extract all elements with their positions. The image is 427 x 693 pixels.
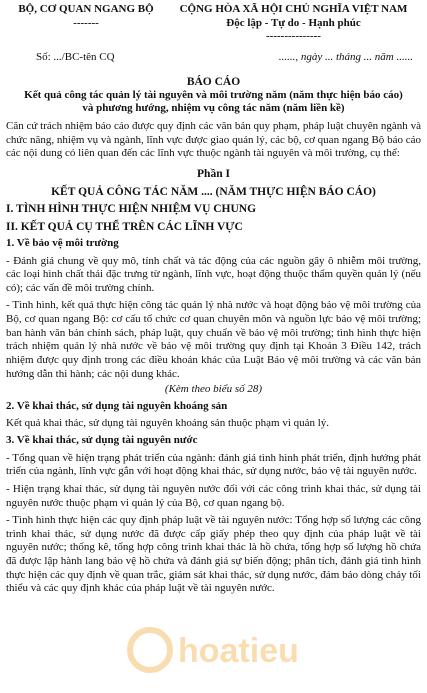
subsection-1-paragraph-1: - Đánh giá chung về quy mô, tính chất và tác động của các nguồn gây ô nhiễm môi trường, các loại hình chất thải đặc trưng từ ngành, lĩnh vực, hoạt động thuộc thẩm quyền quản lý (nếu có); các vấn đề môi trường chính. bbox=[6, 254, 421, 294]
subsection-3-paragraph-1: - Tổng quan về hiện trạng phát triển của ngành: đánh giá tình hình phát triển, định hướng phát triển của ngành, lĩnh vực gắn với hoạt động khai thác, sử dụng nước, bảo vệ tài nguyên nước. bbox=[6, 451, 421, 478]
subsection-2-heading: 2. Về khai thác, sử dụng tài nguyên khoáng sản bbox=[6, 399, 228, 412]
intro-paragraph: Căn cứ trách nhiệm báo cáo được quy định các văn bản quy phạm, pháp luật chuyên ngành và chức năng, nhiệm vụ và ngành, lĩnh vực được giao quản lý, các bộ, cơ quan ngang Bộ báo cáo các nội dung có liên quan đến các lĩnh vực thuộc ngành tài nguyên và môi trường, cụ thể: bbox=[6, 120, 421, 160]
subsection-1-paragraph-2: - Tình hình, kết quả thực hiện công tác quản lý nhà nước và hoạt động bảo vệ môi trường của Bộ, cơ quan ngang Bộ: cơ cấu tổ chức cơ quan chuyên môn và nguồn lực bảo vệ môi trường; ban hành văn bản chính sách, pháp luật, quy chuẩn về bảo vệ môi trường; tình hình thực hiện trách nhiệm quản lý nhà nước về bảo vệ môi trường quy định tại Khoản 3 Điều 142, trách nhiệm được quy định trong các điều khoản khác của Luật Bảo vệ môi trường và các văn bản hướng dẫn thi hành; các nội dung khác. bbox=[6, 299, 421, 380]
part-heading: KẾT QUẢ CÔNG TÁC NĂM .... (NĂM THỰC HIỆN BÁO CÁO) bbox=[51, 186, 376, 199]
svg-text:hoatieu: hoatieu bbox=[178, 632, 299, 670]
agency-name: BỘ, CƠ QUAN NGANG BỘ bbox=[18, 3, 154, 15]
section-ii-heading: II. KẾT QUẢ CỤ THỂ TRÊN CÁC LĨNH VỰC bbox=[6, 220, 243, 233]
document-header bbox=[6, 3, 421, 44]
section-i-heading: I. TÌNH HÌNH THỰC HIỆN NHIỆM VỤ CHUNG bbox=[6, 203, 257, 216]
document-date: ......, ngày ... tháng ... năm ...... bbox=[278, 50, 413, 63]
part-title: Phần I bbox=[197, 167, 230, 180]
national-motto-block bbox=[166, 3, 421, 44]
agency-block bbox=[6, 3, 166, 44]
subsection-3-paragraph-2: - Hiện trạng khai thác, sử dụng tài nguyên nước đối với các công trình khai thác, sử dụng tài nguyên nước thuộc phạm vi quản lý của Bộ, cơ quan ngang bộ. bbox=[6, 482, 421, 509]
report-title: BÁO CÁO bbox=[186, 75, 241, 88]
country-name: CỘNG HÒA XÃ HỘI CHỦ NGHĨA VIỆT NAM bbox=[179, 3, 408, 15]
subsection-3-paragraph-3: - Tình hình thực hiện các quy định pháp luật về tài nguyên nước: Tổng hợp số lượng các công trình khai thác, sử dụng nước đã được cấp giấy phép theo quy định của pháp luật về tài nguyên nước; thống kê, tổng hợp công trình khai thác là hồ chứa, tổng hợp số lượng hồ chứa đã được lập hành lang bảo vệ hồ chứa và đánh giá sự biến động; phân tích, đánh giá tình hình thực hiện các quy định về quan trắc, giám sát khai thác, sử dụng nước, đảm bảo dòng chảy tối thiểu và các quy định khác của pháp luật về tài nguyên nước. bbox=[6, 514, 421, 595]
report-subtitle-line2: và phương hướng, nhiệm vụ công tác năm (năm liền kề) bbox=[82, 102, 345, 115]
subsection-2-paragraph-1: Kết quả khai thác, sử dụng tài nguyên khoáng sản thuộc phạm vi quản lý. bbox=[6, 417, 330, 430]
document-number: Số: .../BC-tên CQ bbox=[36, 50, 115, 63]
agency-divider: ------- bbox=[73, 16, 99, 29]
subsection-3-heading: 3. Về khai thác, sử dụng tài nguyên nước bbox=[6, 434, 198, 446]
report-subtitle-line1: Kết quả công tác quản lý tài nguyên và môi trường năm (năm thực hiện báo cáo) bbox=[24, 88, 403, 101]
subsection-1-note: (Kèm theo biểu số 28) bbox=[164, 383, 263, 396]
number-date-row bbox=[6, 51, 421, 65]
motto: Độc lập - Tự do - Hạnh phúc bbox=[226, 16, 361, 29]
subsection-1-heading: 1. Về bảo vệ môi trường bbox=[6, 236, 119, 249]
motto-divider: --------------- bbox=[266, 30, 321, 43]
